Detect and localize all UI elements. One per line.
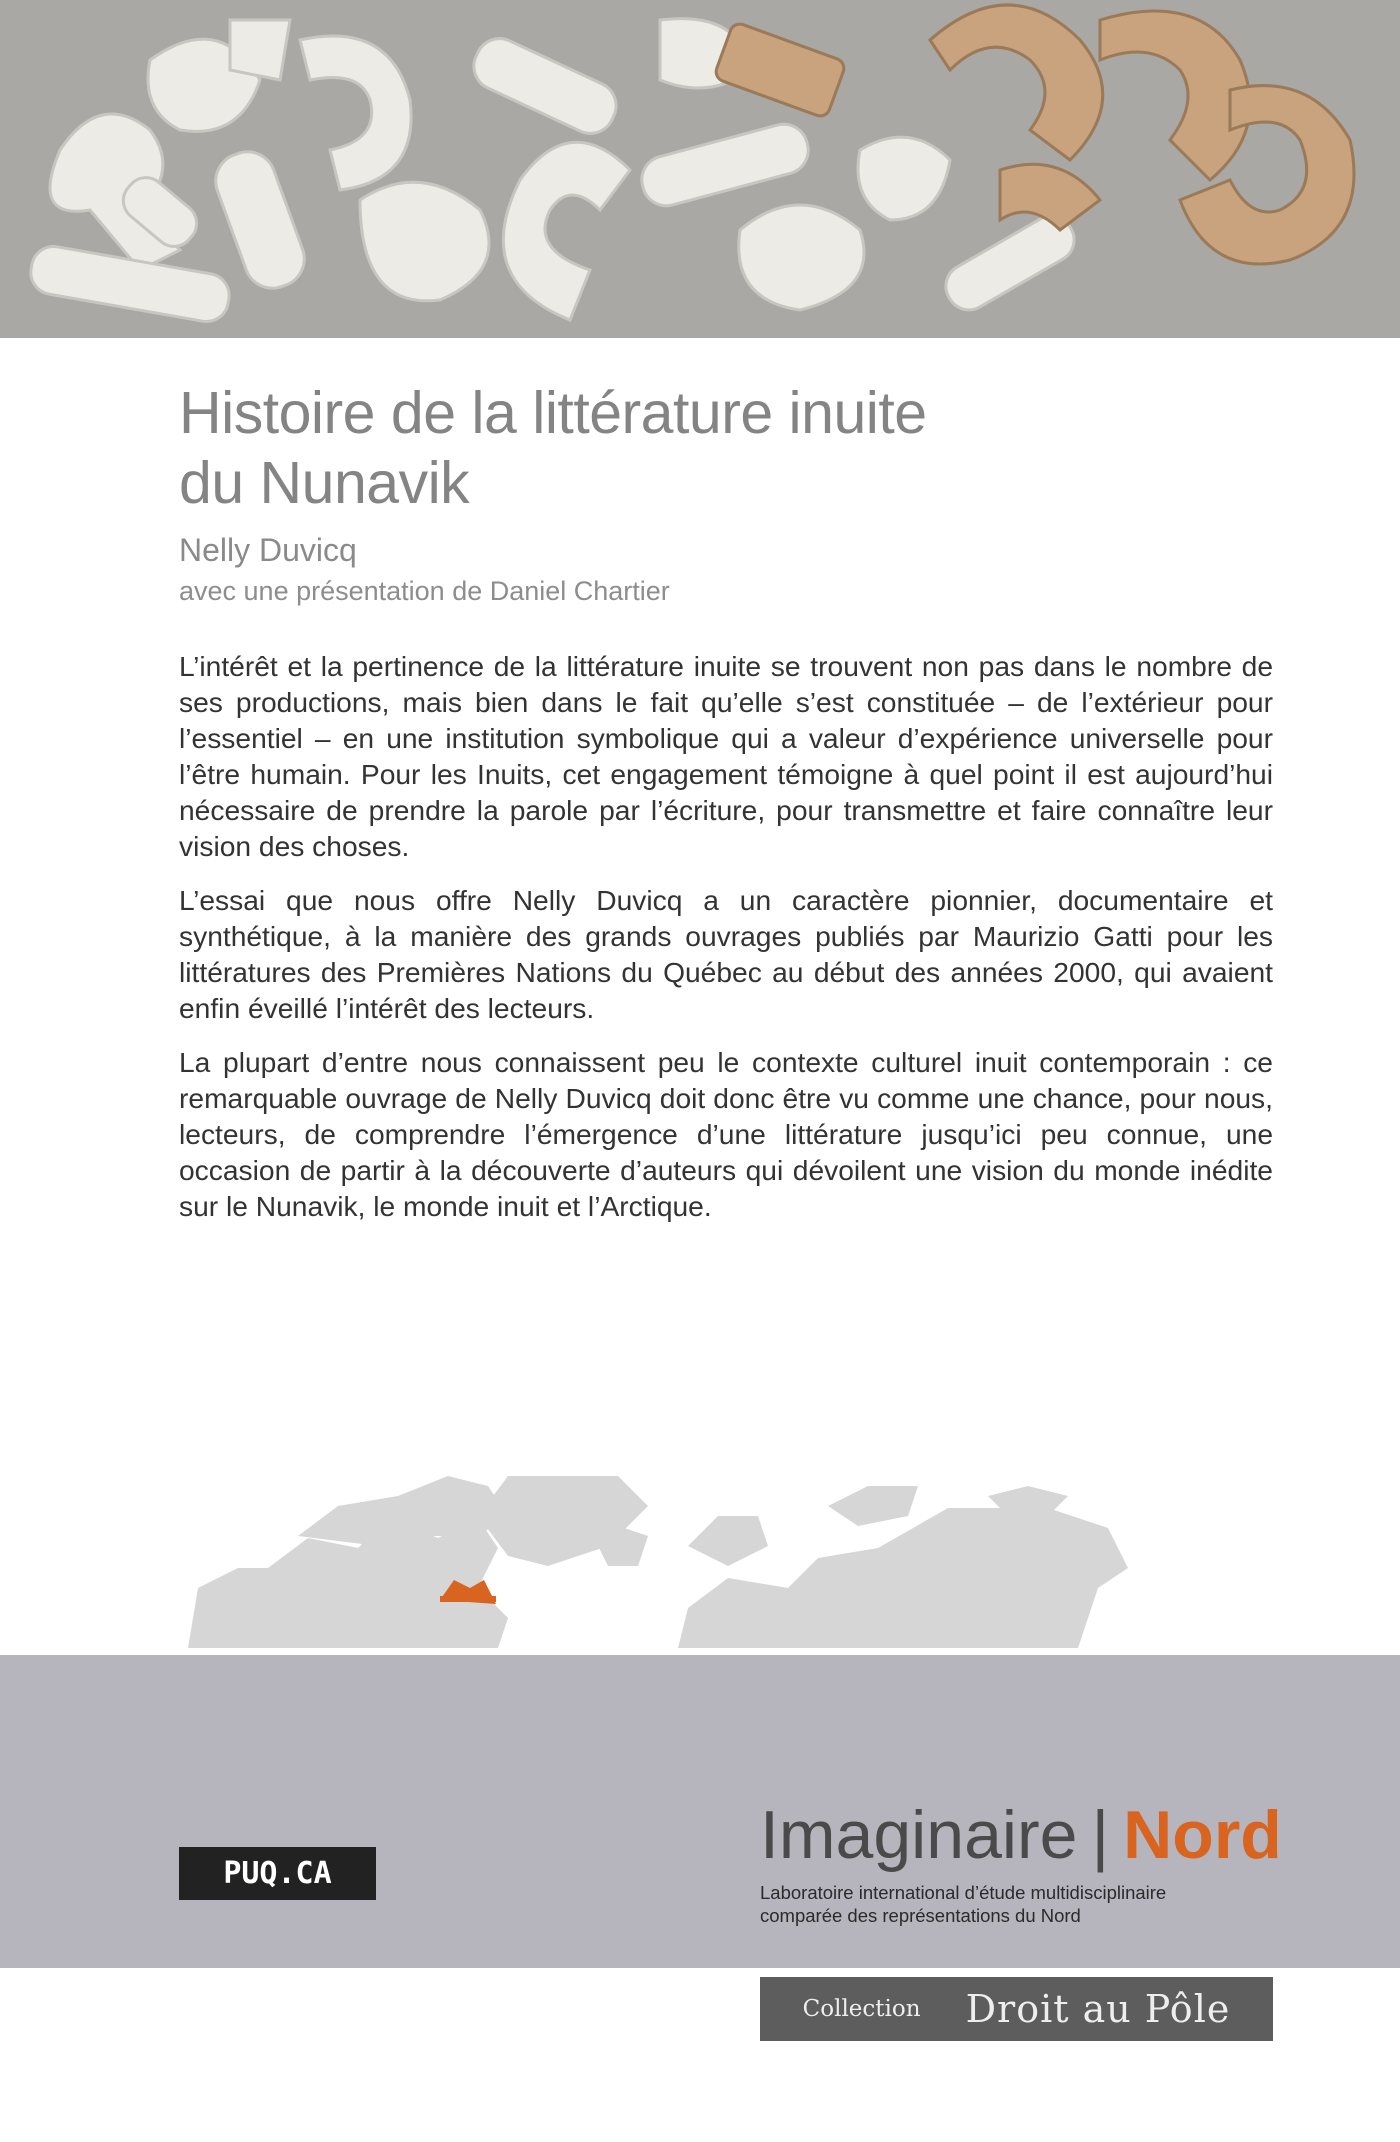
collection-label: Collection xyxy=(802,1996,921,2022)
back-cover-blurb xyxy=(179,648,1273,1242)
book-title-line-2: du Nunavik xyxy=(179,450,470,516)
imaginaire-nord-logo xyxy=(760,1795,1280,1927)
book-title-line-1: Histoire de la littérature inuite xyxy=(179,380,927,446)
logo-subtitle xyxy=(760,1881,1280,1927)
cover-photo xyxy=(0,0,1400,338)
logo-subtitle-line-2: comparée des représentations du Nord xyxy=(760,1905,1081,1926)
logo-subtitle-line-1: Laboratoire international d’étude multidisciplinaire xyxy=(760,1882,1167,1903)
logo-name-accent: Nord xyxy=(1123,1797,1282,1873)
blurb-paragraph-3: La plupart d’entre nous connaissent peu le contexte culturel inuit contemporain : ce remarquable ouvrage de Nelly Duvicq doit donc être vu comme une chance, pour nous, lecteurs, de comprendre l’émergence d’une littérature jusqu’ici peu connue, une occasion de partir à la découverte d’auteurs qui dévoilent une vision du monde inédite sur le Nunavik, le monde inuit et l’Arctique. xyxy=(179,1046,1273,1222)
book-title xyxy=(179,378,1179,518)
collection-bar xyxy=(760,1977,1273,2041)
publisher-website-badge[interactable]: PUQ.CA xyxy=(179,1847,376,1900)
blurb-paragraph-1: L’intérêt et la pertinence de la littérature inuite se trouvent non pas dans le nombre de ses productions, mais bien dans le fait qu’elle s’est constituée – de l’extérieur pour l’essentiel – en une institution symbolique qui a valeur d’expérience universelle pour l’être humain. Pour les Inuits, cet engagement témoigne à quel point il est aujourd’hui nécessaire de prendre la parole par l’écriture, pour transmettre et faire connaître leur vision des choses. xyxy=(179,650,1273,862)
logo-name-main: Imaginaire xyxy=(760,1797,1078,1873)
presenter-credit: avec une présentation de Daniel Chartier xyxy=(179,576,670,606)
logo-wordmark xyxy=(760,1795,1280,1875)
blurb-paragraph-2: L’essai que nous offre Nelly Duvicq a un caractère pionnier, documentaire et synthétique, à la manière des grands ouvrages publiés par Maurizio Gatti pour les littératures des Premières Nations du Québec au début des années 2000, qui avaient enfin éveillé l’intérêt des lecteurs. xyxy=(179,884,1273,1024)
logo-separator: | xyxy=(1091,1797,1110,1873)
collection-name: Droit au Pôle xyxy=(965,1987,1231,2031)
circumpolar-map-icon xyxy=(188,1476,1128,1648)
author-name: Nelly Duvicq xyxy=(179,532,357,568)
